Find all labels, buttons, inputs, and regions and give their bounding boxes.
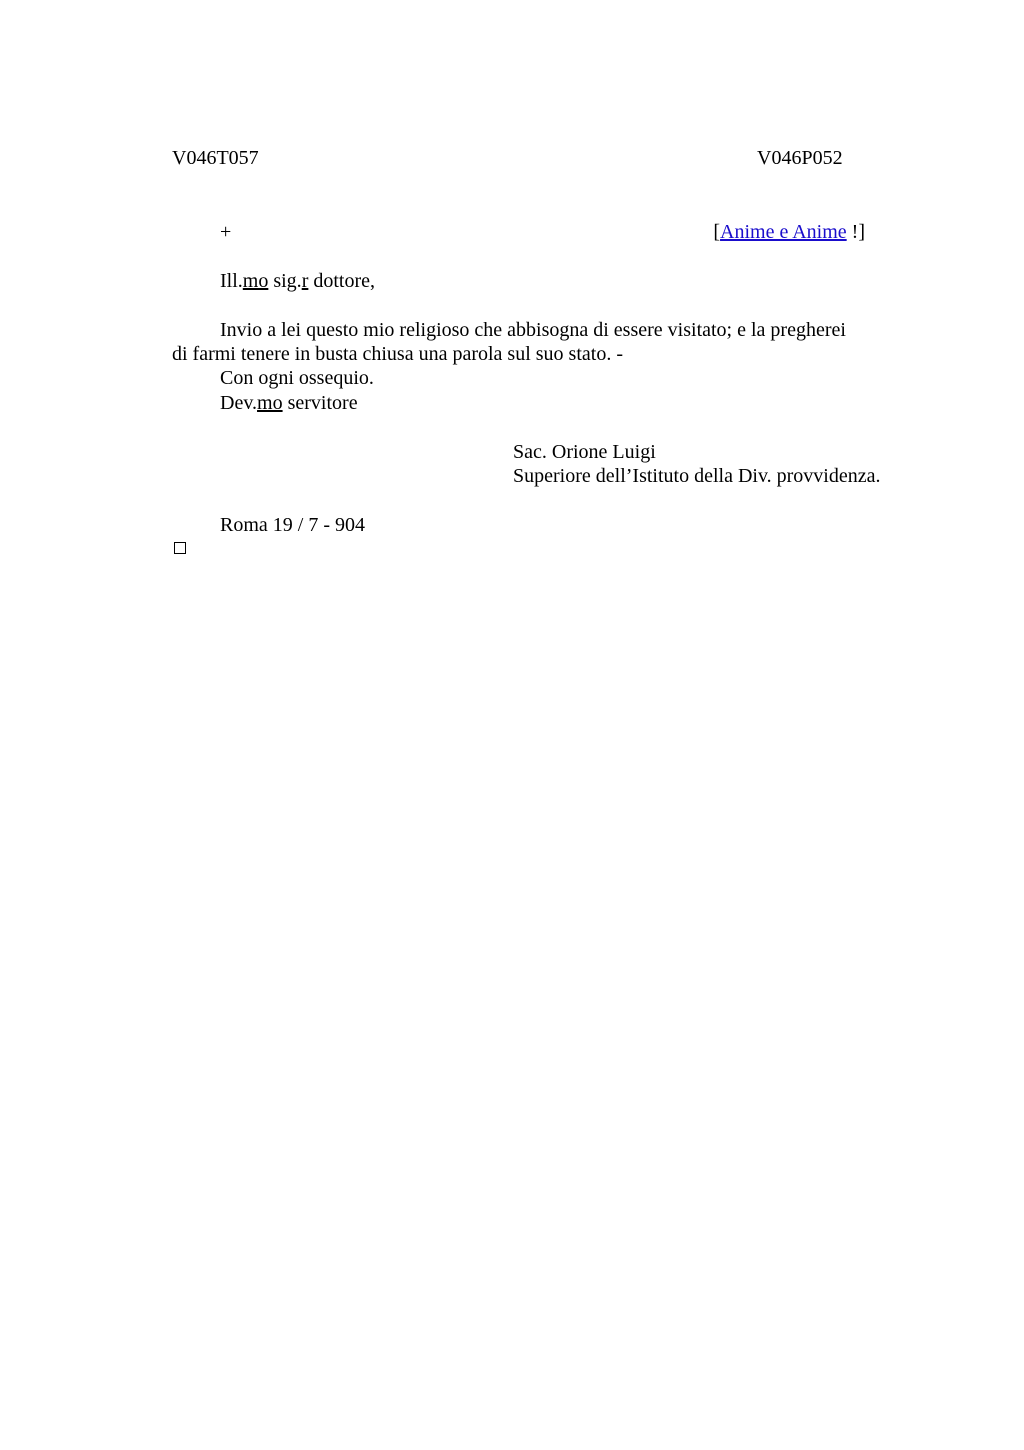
salutation-suffix: dottore, — [308, 270, 376, 292]
header-left-code: V046T057 — [172, 147, 259, 169]
title-open-bracket: [ — [713, 221, 721, 243]
closing-prefix: Dev. — [220, 392, 258, 414]
signature-title: Superiore dell’Istituto della Div. provvidenza. — [513, 465, 881, 487]
header-right-code: V046P052 — [757, 147, 843, 169]
closing-line-2 — [220, 391, 358, 415]
closing-abbrev-mo: mo — [257, 392, 283, 414]
salutation-abbrev-r: r — [301, 270, 309, 292]
body-line-1: Invio a lei questo mio religioso che abbisogna di essere visitato; e la pregherei — [220, 319, 846, 341]
salutation-prefix: Ill. — [220, 270, 243, 292]
end-marker-box — [174, 542, 186, 554]
date-line: Roma 19 / 7 - 904 — [220, 514, 365, 536]
salutation — [220, 269, 375, 293]
salutation-abbrev-mo: mo — [242, 270, 269, 292]
signature-name: Sac. Orione Luigi — [513, 441, 656, 463]
cross-symbol: + — [220, 221, 232, 243]
title-annotation — [713, 220, 865, 244]
closing-line-1: Con ogni ossequio. — [220, 367, 374, 389]
body-line-2: di farmi tenere in busta chiusa una parola sul suo stato. - — [172, 343, 623, 365]
salutation-middle: sig. — [268, 270, 302, 292]
title-link[interactable]: Anime e Anime — [720, 221, 847, 243]
closing-suffix: servitore — [282, 392, 358, 414]
title-close: !] — [846, 221, 865, 243]
